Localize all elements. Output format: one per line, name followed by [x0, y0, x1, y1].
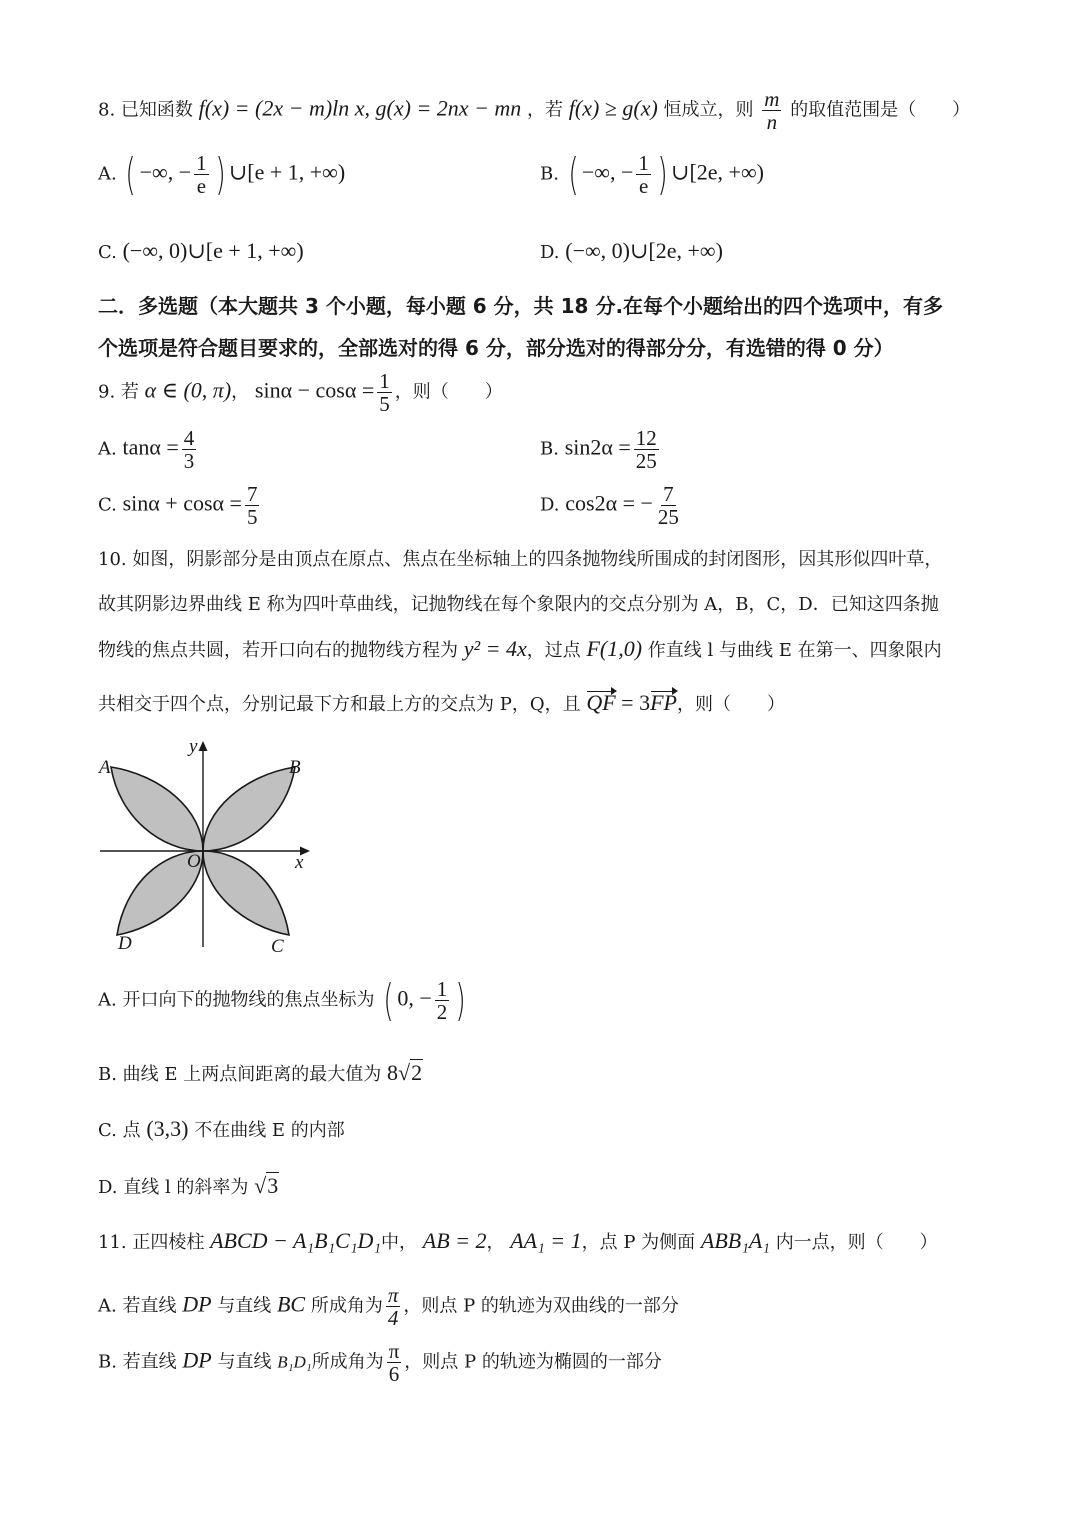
q8-stem — [98, 88, 970, 133]
q10-line3-mid: ，过点 — [526, 640, 581, 661]
q8-b-frac — [636, 152, 651, 197]
label-b: B — [289, 757, 301, 778]
q9-c-expr: sinα + cosα = — [122, 490, 242, 516]
q11-a-frac — [386, 1284, 401, 1329]
label-d: D — [118, 933, 132, 954]
q10-c-suffix: 不在曲线 E 的内部 — [194, 1120, 345, 1141]
q10-option-c — [98, 1116, 345, 1142]
q9-d-frac — [656, 483, 681, 528]
q9-stem — [98, 370, 503, 415]
q10-c-point: (3,3) — [146, 1116, 189, 1141]
q11-b-mid: 与直线 — [217, 1351, 272, 1373]
q10-vector-fp: FP — [650, 690, 677, 715]
q9-a-num: 4 — [183, 426, 195, 450]
q9-b-expr: sin2α = — [564, 434, 631, 460]
q10-a-text: A. 开口向下的抛物线的焦点坐标为 — [98, 989, 375, 1011]
q11-stem-suffix: 内一点，则（ ） — [775, 1232, 938, 1253]
q11-a-suffix: ，则点 P 的轨迹为双曲线的一部分 — [403, 1295, 679, 1317]
q11-option-a — [98, 1284, 679, 1329]
q9-frac-num: 1 — [379, 369, 390, 393]
q8-functions: f(x) = (2x − m)ln x, g(x) = 2nx − mn — [198, 95, 522, 121]
q9-option-c — [98, 483, 262, 528]
q10-b-value: 8 — [387, 1060, 398, 1085]
q9-stem-prefix: 9. 若 — [98, 381, 139, 403]
q8-b-left: −∞, − — [581, 159, 634, 185]
q10-line1: 10. 如图，阴影部分是由顶点在原点、焦点在坐标轴上的四条抛物线所围成的封闭图形，因其形似四叶草， — [98, 549, 943, 570]
q11-ab: AB = 2 — [422, 1228, 487, 1253]
q11-mid2: ，点 P 为侧面 — [581, 1232, 696, 1253]
q10-line3 — [98, 636, 942, 662]
q9-frac — [377, 370, 392, 415]
q9-option-d — [540, 483, 684, 528]
q10-point-f: F(1,0) — [586, 636, 643, 661]
section2-header-line2: 个选项是符合题目要求的，全部选对的得 6 分，部分选对的得部分分，有选错的得 0 分） — [98, 336, 894, 360]
q11-b-line1: DP — [182, 1347, 212, 1373]
q10-d-text: D. 直线 l 的斜率为 — [98, 1177, 249, 1198]
q10-a-num: 1 — [436, 977, 448, 1001]
q9-c-num: 7 — [246, 482, 258, 506]
q11-a-mid: 与直线 — [217, 1295, 272, 1317]
section2-header-line1: 二．多选题（本大题共 3 个小题，每小题 6 分，共 18 分.在每个小题给出的四个选项中，有多 — [98, 294, 944, 318]
q8-b-frac-den: e — [638, 174, 649, 199]
q11-prism: ABCD − A₁B₁C₁D₁ — [210, 1228, 382, 1253]
q8-option-c — [98, 238, 304, 264]
petal-quadrant-1 — [203, 767, 295, 851]
q8-c-text: (−∞, 0)∪[e + 1, +∞) — [122, 238, 304, 263]
q9-a-expr: tanα = — [122, 434, 179, 460]
q10-d-radicand: 3 — [267, 1173, 279, 1198]
label-x: x — [295, 852, 304, 873]
q9-d-label: D. — [540, 494, 560, 516]
q9-a-frac — [182, 427, 197, 472]
label-o: O — [187, 851, 201, 872]
q9-d-expr: cos2α = − — [565, 490, 653, 516]
q10-c-prefix: C. 点 — [98, 1120, 141, 1141]
q10-parabola-eq: y² = 4x — [463, 636, 527, 661]
q8-a-frac — [194, 152, 209, 197]
q8-a-label: A. — [98, 163, 117, 185]
q11-b-frac — [387, 1340, 402, 1385]
q9-option-b — [540, 427, 662, 472]
q11-a-num: π — [387, 1283, 399, 1307]
q11-a-line1: DP — [182, 1291, 212, 1317]
q9-d-num: 7 — [663, 482, 674, 506]
q11-face: ABB₁A₁ — [700, 1228, 770, 1253]
four-leaf-clover-figure — [95, 735, 320, 960]
q10-b-radicand: 2 — [411, 1060, 423, 1085]
q11-b-angle-text: 所成角为 — [311, 1351, 384, 1373]
q11-a-prefix: A. 若直线 — [98, 1295, 177, 1317]
label-a: A — [99, 757, 111, 778]
q11-b-suffix: ，则点 P 的轨迹为椭圆的一部分 — [404, 1351, 662, 1373]
q8-cond-prefix: ，若 — [527, 99, 564, 121]
q11-b-num: π — [388, 1339, 400, 1363]
q9-b-label: B. — [540, 438, 559, 460]
q8-b-frac-num: 1 — [638, 151, 649, 175]
q11-stem — [98, 1228, 938, 1254]
q8-cond-suffix: 恒成立，则 — [663, 99, 754, 121]
q10-line4 — [98, 690, 785, 716]
q11-a-angle-text: 所成角为 — [310, 1295, 383, 1317]
q10-option-d: D. 直线 l 的斜率为 √3 — [98, 1173, 279, 1198]
q9-d-den: 25 — [657, 505, 679, 530]
q8-a-frac-num: 1 — [196, 151, 207, 175]
q10-line2: 故其阴影边界曲线 E 称为四叶草曲线，记抛物线在每个象限内的交点分别为 A，B，C，D．已知这四条抛 — [98, 594, 939, 615]
q8-c-label: C. — [98, 242, 117, 263]
q11-b-den: 6 — [388, 1362, 400, 1387]
q9-c-den: 5 — [246, 505, 258, 530]
q10-a-point-left: 0, − — [397, 985, 432, 1011]
q10-option-b: B. 曲线 E 上两点间距离的最大值为 8√2 — [98, 1060, 423, 1085]
q11-b-prefix: B. 若直线 — [98, 1351, 177, 1373]
label-y: y — [189, 736, 198, 757]
q11-b-line2: B₁D₁ — [277, 1352, 312, 1372]
q8-condition: f(x) ≥ g(x) — [568, 95, 658, 121]
q8-stem-suffix: 的取值范围是（ ） — [790, 99, 971, 121]
label-c: C — [271, 936, 284, 957]
q10-option-a: A. 开口向下的抛物线的焦点坐标为 ( 0, − $\frac{1}{2}$ ) — [98, 974, 467, 1026]
q9-a-label: A. — [98, 438, 117, 460]
q8-a-left: −∞, − — [139, 159, 192, 185]
q11-a-line2: BC — [276, 1291, 306, 1317]
petal-quadrant-4 — [203, 851, 289, 935]
q9-stem-suffix: ，则（ ） — [394, 381, 503, 403]
q8-option-b: B. ( −∞, − $\frac{1}{e}$ ) ∪[2e, +∞) — [540, 148, 764, 200]
q10-line3-suffix: 作直线 l 与曲线 E 在第一、四象限内 — [647, 640, 942, 661]
q8-a-frac-den: e — [196, 174, 207, 199]
q11-sep: ， — [486, 1232, 505, 1253]
q9-cond2: sinα − cosα = — [254, 377, 375, 403]
q9-b-frac — [634, 427, 659, 472]
q8-option-a: A. ( −∞, − $\frac{1}{e}$ ) ∪[e + 1, +∞) — [98, 148, 346, 200]
q11-stem-prefix: 11. 正四棱柱 — [98, 1232, 205, 1253]
q8-option-d — [540, 238, 723, 264]
q10-line4-suffix: ，则（ ） — [676, 694, 785, 715]
q10-vector-qf: QF — [586, 690, 616, 715]
q8-d-text: (−∞, 0)∪[2e, +∞) — [565, 238, 723, 263]
q10-b-text: B. 曲线 E 上两点间距离的最大值为 — [98, 1064, 382, 1085]
q11-a-den: 4 — [387, 1306, 399, 1331]
q9-c-label: C. — [98, 494, 117, 516]
q9-b-num: 12 — [635, 426, 657, 450]
q10-line4-prefix: 共相交于四个点，分别记最下方和最上方的交点为 P，Q，且 — [98, 694, 581, 715]
q10-vector-eq: = 3 — [615, 690, 651, 715]
q9-a-den: 3 — [183, 449, 195, 474]
q10-a-den: 2 — [436, 1000, 448, 1025]
q8-d-label: D. — [540, 242, 560, 263]
y-axis-arrow — [199, 741, 208, 751]
q11-mid1: 中， — [381, 1232, 418, 1253]
q10-a-frac — [435, 978, 450, 1023]
petal-quadrant-2 — [111, 767, 203, 851]
q11-aa1: AA₁ = 1 — [510, 1228, 582, 1253]
q9-c-frac — [245, 483, 260, 528]
q11-option-b — [98, 1340, 662, 1385]
q8-a-right: ∪[e + 1, +∞) — [228, 159, 346, 185]
q8-b-right: ∪[2e, +∞) — [671, 159, 764, 185]
q9-cond1: α ∈ (0, π) — [144, 377, 232, 403]
q8-fraction — [762, 88, 781, 133]
q8-stem-prefix: 8. 已知函数 — [98, 99, 193, 121]
q8-frac-den: n — [766, 110, 778, 135]
q9-option-a — [98, 427, 199, 472]
q8-b-label: B. — [540, 163, 559, 185]
q9-b-den: 25 — [635, 449, 657, 474]
q8-frac-num: m — [764, 87, 780, 111]
q10-line3-prefix: 物线的焦点共圆，若开口向右的抛物线方程为 — [98, 640, 458, 661]
q9-frac-den: 5 — [379, 392, 390, 417]
q9-sep: ， — [231, 381, 250, 403]
